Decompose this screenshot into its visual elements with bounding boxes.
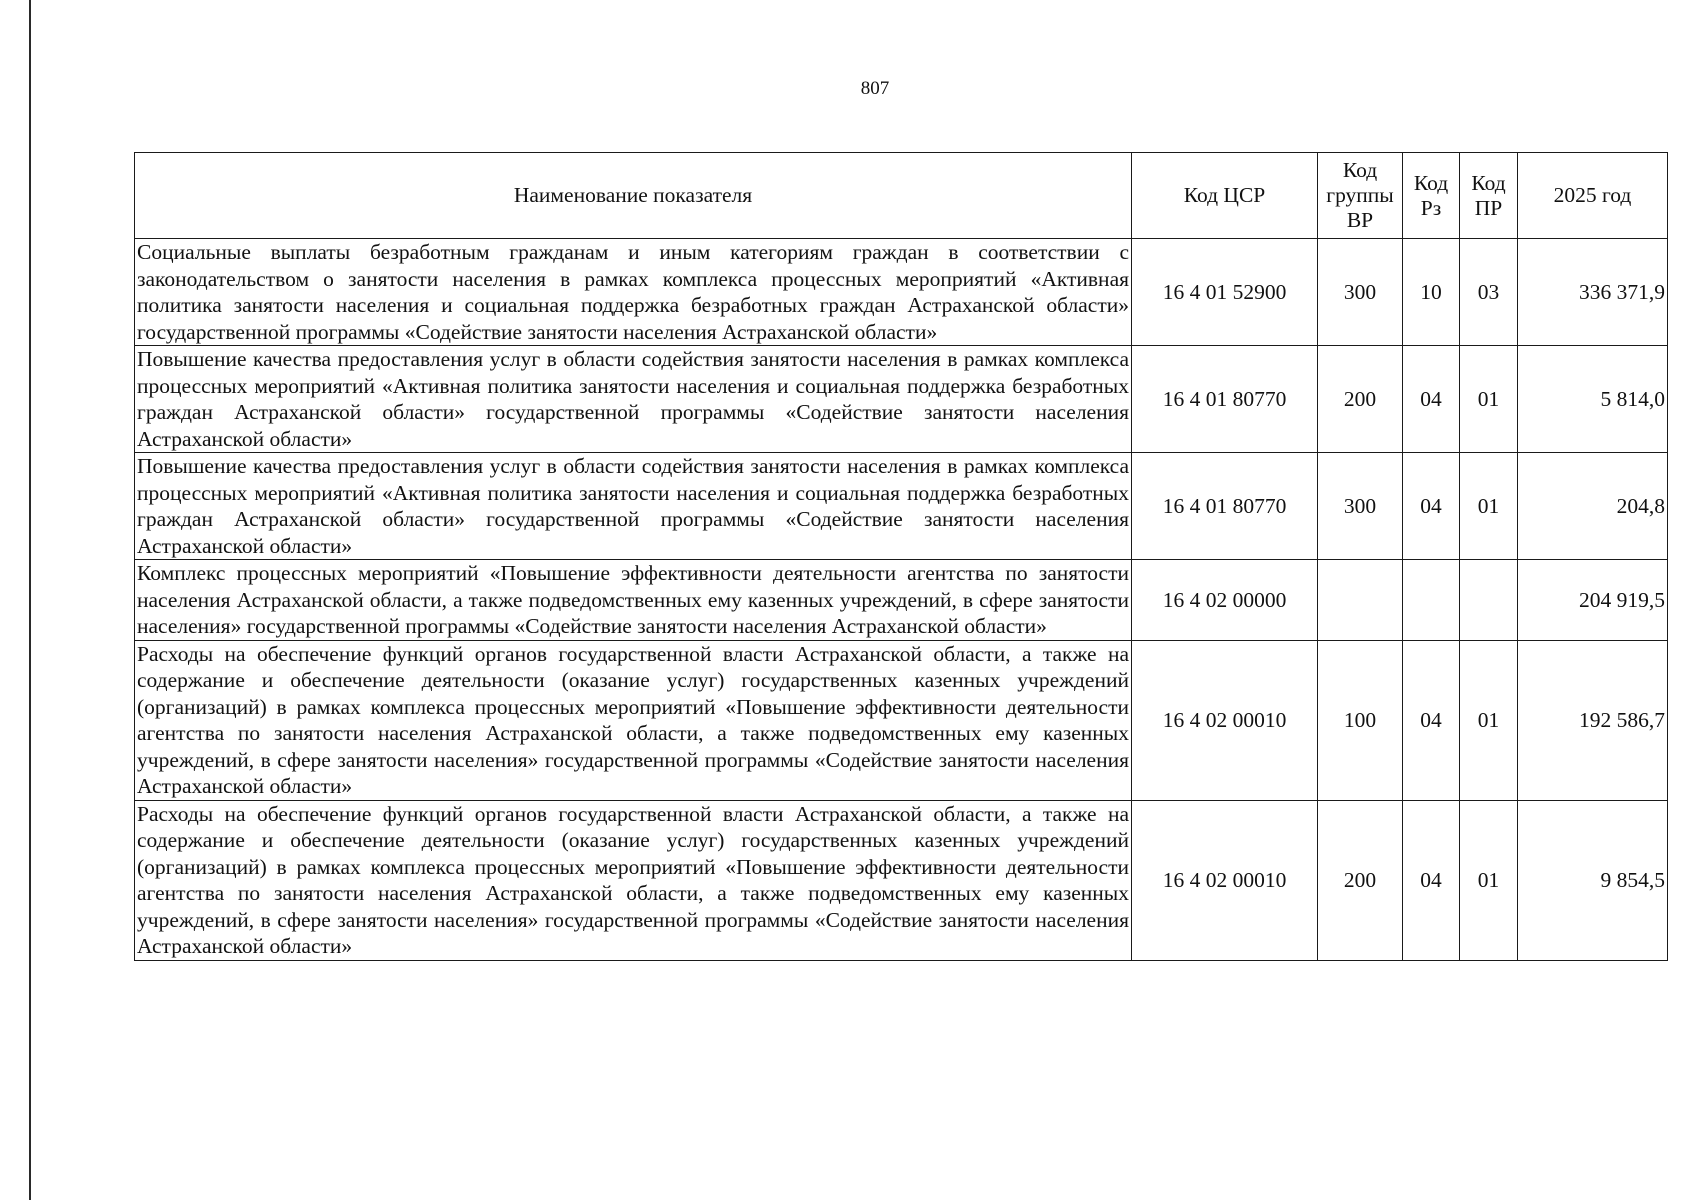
row-name: Повышение качества предоставления услуг в области содействия занятости населения в рамках комплекса процессных мероприятий «Активная политика занятости населения и социальная поддержка безработных граждан Астраханской области» государственной программы «Содействие занятости населения Астраханской области»: [135, 453, 1132, 560]
row-rz-code: 04: [1403, 453, 1460, 560]
row-vr-code: 200: [1318, 800, 1403, 960]
table-header-row: [135, 153, 1668, 239]
row-vr-code: 300: [1318, 239, 1403, 346]
row-amount: 336 371,9: [1518, 239, 1668, 346]
row-name: Социальные выплаты безработным гражданам и иным категориям граждан в соответствии с законодательством о занятости населения в рамках комплекса процессных мероприятий «Активная политика занятости населения и социальная поддержка безработных граждан Астраханской области» государственной программы «Содействие занятости населения Астраханской области»: [135, 239, 1132, 346]
row-rz-code: 04: [1403, 640, 1460, 800]
row-csr-code: 16 4 01 80770: [1132, 346, 1318, 453]
table-row: [135, 346, 1668, 453]
binding-margin-line: [29, 0, 31, 1200]
row-pr-code: [1460, 560, 1518, 641]
header-pr-code: Код ПР: [1460, 153, 1518, 239]
row-amount: 204,8: [1518, 453, 1668, 560]
row-vr-code: 300: [1318, 453, 1403, 560]
table-row: [135, 800, 1668, 960]
row-rz-code: 10: [1403, 239, 1460, 346]
table-row: [135, 640, 1668, 800]
row-pr-code: 03: [1460, 239, 1518, 346]
table-row: [135, 239, 1668, 346]
row-csr-code: 16 4 01 80770: [1132, 453, 1318, 560]
header-csr-code: Код ЦСР: [1132, 153, 1318, 239]
row-amount: 5 814,0: [1518, 346, 1668, 453]
row-rz-code: [1403, 560, 1460, 641]
row-csr-code: 16 4 02 00000: [1132, 560, 1318, 641]
header-name: Наименование показателя: [135, 153, 1132, 239]
header-rz-code: Код Рз: [1403, 153, 1460, 239]
row-csr-code: 16 4 01 52900: [1132, 239, 1318, 346]
table-row: [135, 560, 1668, 641]
row-pr-code: 01: [1460, 453, 1518, 560]
header-vr-code: Код группы ВР: [1318, 153, 1403, 239]
row-rz-code: 04: [1403, 346, 1460, 453]
row-name: Расходы на обеспечение функций органов государственной власти Астраханской области, а также на содержание и обеспечение деятельности (оказание услуг) государственных казенных учреждений (организаций) в рамках комплекса процессных мероприятий «Повышение эффективности деятельности агентства по занятости населения Астраханской области, а также подведомственных ему казенных учреждений, в сфере занятости населения» государственной программы «Содействие занятости населения Астраханской области»: [135, 640, 1132, 800]
budget-table: [134, 152, 1668, 961]
row-pr-code: 01: [1460, 640, 1518, 800]
row-vr-code: 100: [1318, 640, 1403, 800]
row-pr-code: 01: [1460, 346, 1518, 453]
row-vr-code: 200: [1318, 346, 1403, 453]
row-vr-code: [1318, 560, 1403, 641]
row-amount: 9 854,5: [1518, 800, 1668, 960]
row-rz-code: 04: [1403, 800, 1460, 960]
header-year: 2025 год: [1518, 153, 1668, 239]
row-name: Комплекс процессных мероприятий «Повышение эффективности деятельности агентства по занятости населения Астраханской области, а также подведомственных ему казенных учреждений, в сфере занятости населения» государственной программы «Содействие занятости населения Астраханской области»: [135, 560, 1132, 641]
row-pr-code: 01: [1460, 800, 1518, 960]
row-amount: 192 586,7: [1518, 640, 1668, 800]
row-amount: 204 919,5: [1518, 560, 1668, 641]
row-csr-code: 16 4 02 00010: [1132, 800, 1318, 960]
row-name: Повышение качества предоставления услуг в области содействия занятости населения в рамках комплекса процессных мероприятий «Активная политика занятости населения и социальная поддержка безработных граждан Астраханской области» государственной программы «Содействие занятости населения Астраханской области»: [135, 346, 1132, 453]
row-name: Расходы на обеспечение функций органов государственной власти Астраханской области, а также на содержание и обеспечение деятельности (оказание услуг) государственных казенных учреждений (организаций) в рамках комплекса процессных мероприятий «Повышение эффективности деятельности агентства по занятости населения Астраханской области, а также подведомственных ему казенных учреждений, в сфере занятости населения» государственной программы «Содействие занятости населения Астраханской области»: [135, 800, 1132, 960]
row-csr-code: 16 4 02 00010: [1132, 640, 1318, 800]
table-row: [135, 453, 1668, 560]
page-number: 807: [860, 78, 890, 99]
